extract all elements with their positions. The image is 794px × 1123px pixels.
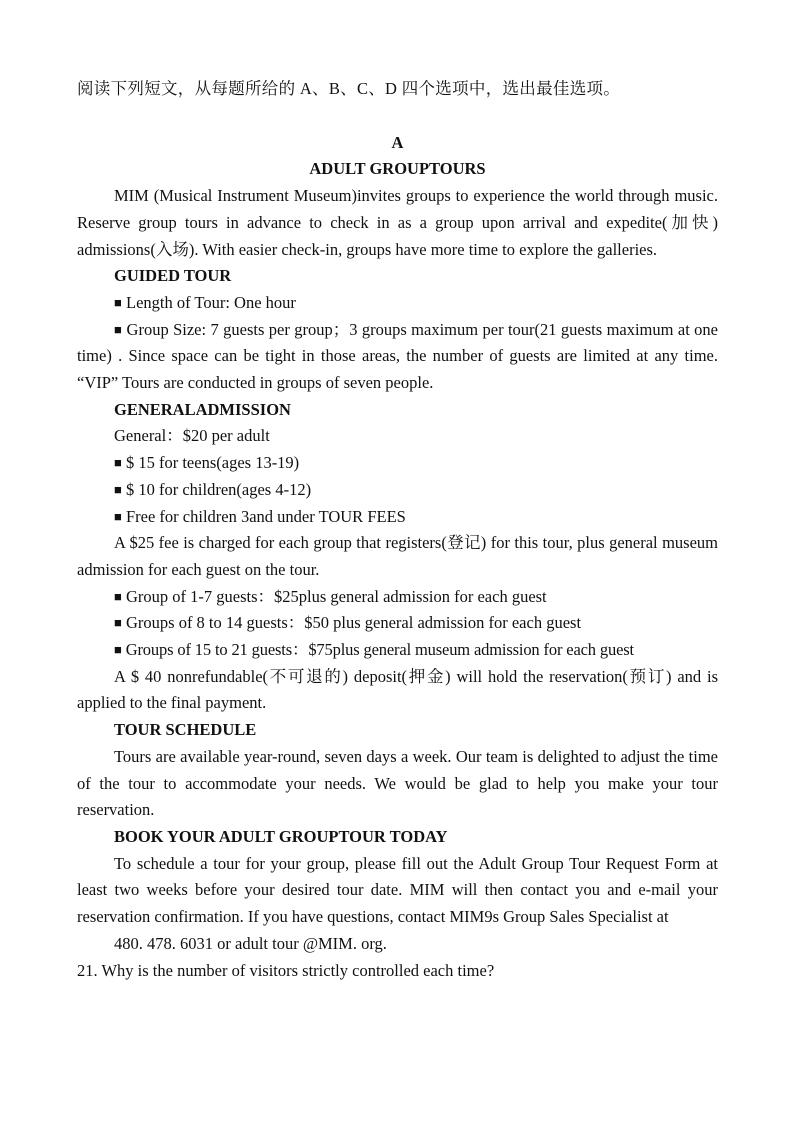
instructions: 阅读下列短文，从每题所给的 A、B、C、D 四个选项中，选出最佳选项。	[77, 79, 621, 98]
general-admission-heading: GENERALADMISSION	[114, 399, 291, 419]
passage-title: ADULT GROUPTOURS	[309, 159, 486, 179]
guided-tour-item: ■ Length of Tour: One hour	[114, 292, 296, 312]
admission-item: ■ $ 15 for teens(ages 13-19)	[114, 453, 300, 473]
bullet-icon: ■	[114, 508, 122, 524]
contact-info: 480. 478. 6031 or adult tour @MIM. org.	[114, 933, 387, 953]
group-fee-item: ■ Groups of 8 to 14 guests：$50 plus general admission for each guest	[114, 613, 582, 633]
group-fee-item: ■ Groups of 15 to 21 guests：$75plus general museum admission for each guest	[114, 640, 634, 660]
book-text: To schedule a tour for your group, please fill out the Adult Group Tour Request Form at least two weeks before your desired tour date. MIM will then contact you and e-mail your reservation confirmation. If you have questions, contact MIM9s Group Sales Specialist at	[77, 853, 718, 927]
document-page	[77, 76, 718, 984]
group-fee-item: ■ Group of 1-7 guests：$25plus general admission for each guest	[114, 586, 547, 606]
question-21: 21. Why is the number of visitors strictly controlled each time?	[77, 960, 495, 980]
guided-tour-item: ■ Group Size: 7 guests per group；3 groups maximum per tour(21 guests maximum at one time) . Since space can be tight in those areas, the number of guests are limited at any time. “VIP” Tours are conducted in groups of seven people.	[77, 319, 719, 393]
bullet-icon: ■	[114, 455, 122, 471]
passage-intro: MIM (Musical Instrument Museum)invites groups to experience the world through music. Reserve group tours in advance to check in as a group upon arrival and expedite(加快) admissions(入场). With easier check-in, groups have more time to explore the galleries.	[77, 186, 718, 259]
bullet-icon: ■	[114, 294, 122, 310]
bullet-icon: ■	[114, 588, 122, 604]
bullet-icon: ■	[114, 642, 122, 658]
admission-item: ■ $ 10 for children(ages 4-12)	[114, 479, 312, 499]
guided-tour-heading: GUIDED TOUR	[114, 266, 232, 286]
fee-note: A $25 fee is charged for each group that registers(登记) for this tour, plus general museum admission for each guest on the tour.	[77, 533, 718, 579]
book-heading: BOOK YOUR ADULT GROUPTOUR TODAY	[114, 826, 448, 846]
general-price: General：$20 per adult	[114, 426, 270, 446]
admission-item: ■ Free for children 3and under TOUR FEES	[114, 506, 406, 526]
bullet-icon: ■	[114, 321, 123, 337]
tour-schedule-text: Tours are available year-round, seven days a week. Our team is delighted to adjust the time of the tour to accommodate your needs. We would be glad to help you make your tour reservation.	[77, 746, 718, 820]
tour-schedule-heading: TOUR SCHEDULE	[114, 720, 257, 740]
bullet-icon: ■	[114, 481, 122, 497]
deposit-note: A $ 40 nonrefundable(不可退的) deposit(押金) will hold the reservation(预订) and is applied to the final payment.	[77, 666, 718, 713]
passage-label: A	[391, 132, 404, 152]
bullet-icon: ■	[114, 615, 122, 631]
